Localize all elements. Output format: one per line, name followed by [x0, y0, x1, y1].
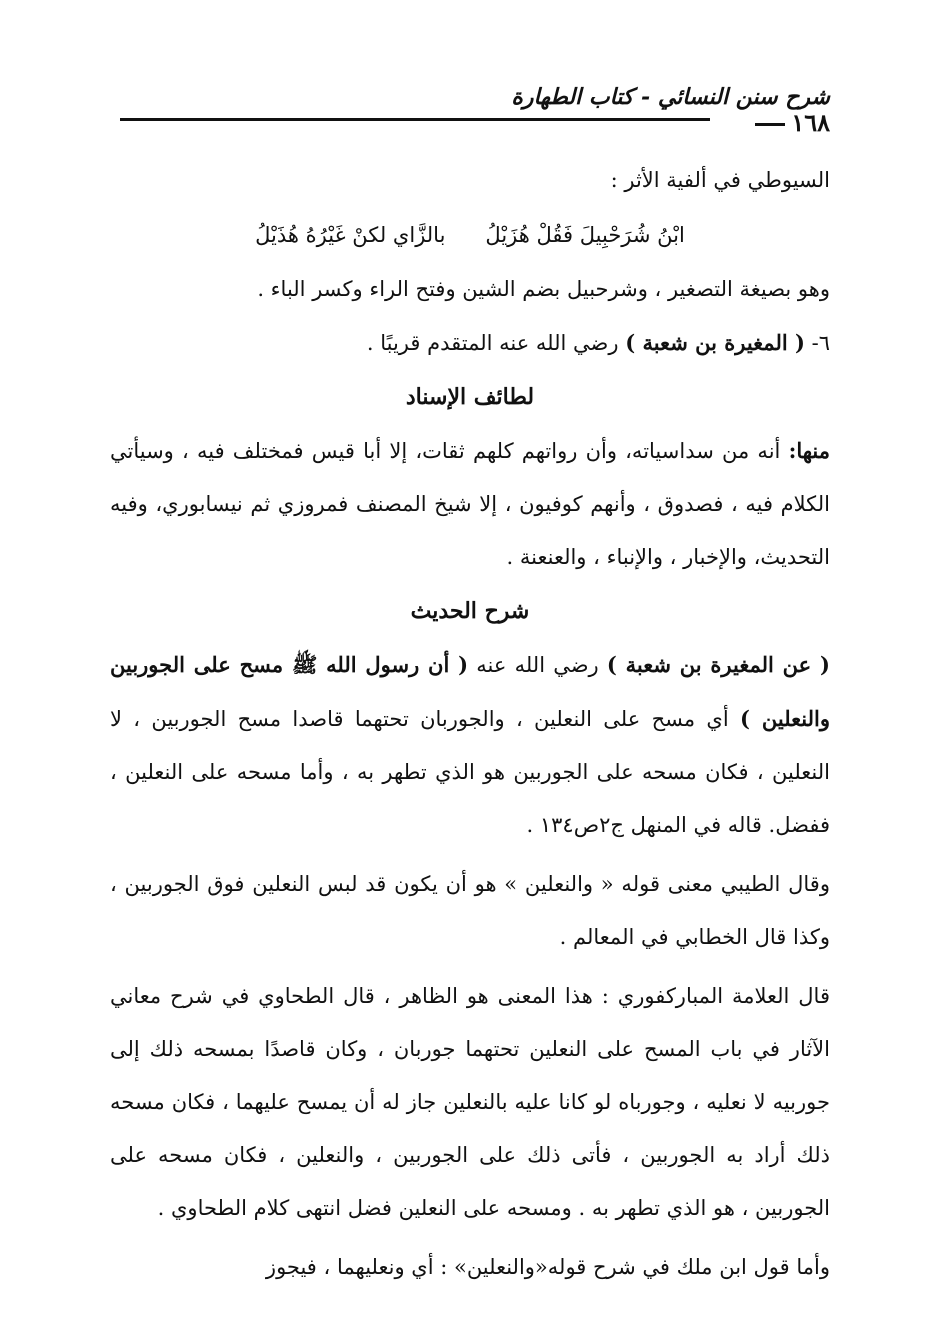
item-number: ٦- [811, 331, 830, 355]
section-heading-lataif: لطائف الإسناد [405, 384, 535, 410]
narrator-name: ( المغيرة بن شعبة ) [625, 330, 805, 355]
running-title: شرح سنن النسائي - كتاب الطهارة [511, 84, 830, 110]
mubarakfuri-paragraph: قال العلامة المباركفوري : هذا المعنى هو الظاهر ، قال الطحاوي في شرح معاني الآثار في باب المسح على النعلين تحتهما جوربان ، وكان قاصدًا بمسحه ذلك إلى جوربيه لا نعليه ، وجورباه لو كانا عليه بالنعلين جاز له أن يمسح عليهما ، فكان مسحه ذلك أراد به الجوربين ، فأتى ذلك على الجوربين ، والنعلين ، فكان مسحه على الجوربين ، هو الذي تطهر به . ومسحه على النعلين فضل انتهى كلام الطحاوي . [110, 984, 830, 1220]
narrator-item-6 [110, 316, 830, 370]
verse-second-hemistich: بالزَّاي لكنْ غَيْرُهُ هُذَيْلُ [255, 223, 446, 247]
tibi-paragraph: وقال الطيبي معنى قوله « والنعلين » هو أن يكون قد لبس النعلين فوق الجوربين ، وكذا قال الخطابي في المعالم . [110, 872, 830, 949]
book-page [110, 70, 830, 1290]
verse-first-hemistich: ابْنُ شُرَحْبِيلَ فَقُلْ هُزَيْلُ [485, 223, 685, 247]
page-body [110, 154, 830, 1294]
hadith-honorific: رضي الله عنه [476, 653, 599, 677]
header-rule [120, 118, 710, 121]
section-heading-sharh: شرح الحديث [410, 598, 530, 624]
lataif-text: أنه من سداسياته، وأن رواتهم كلهم ثقات، إلا أبا قيس فمختلف فيه ، وسيأتي الكلام فيه ، فصدوق ، وأنهم كوفيون ، إلا شيخ المصنف فمروزي ثم نيسابوري، وفيه التحديث، والإخبار ، والإنباء ، والعنعنة . [110, 439, 830, 569]
intro-line: السيوطي في ألفية الأثر : [610, 168, 830, 192]
note-line: وهو بصيغة التصغير ، وشرحبيل بضم الشين وفتح الراء وكسر الباء . [257, 277, 830, 301]
poetry-verse [110, 207, 830, 263]
lataif-paragraph [110, 424, 830, 584]
hadith-explanation: أي مسح على النعلين ، والجوربان تحتهما قاصدا مسح الجوربين ، لا النعلين ، فكان مسحه على الجوربين هو الذي تطهر به ، وأما مسحه على النعلين ، ففضل. قاله في المنهل ج٢ص١٣٤ . [110, 707, 830, 837]
sharh-paragraph [110, 638, 830, 852]
hadith-matn: ( أن رسول الله ﷺ مسح على الجوربين والنعلين ) [110, 652, 830, 731]
ibn-malik-paragraph: وأما قول ابن ملك في شرح قوله«والنعلين» : أي ونعليهما ، فيجوز [265, 1255, 830, 1279]
lataif-lead: منها: [788, 438, 830, 463]
narrator-note: رضي الله عنه المتقدم قريبًا . [366, 331, 619, 355]
hadith-narrator: ( عن المغيرة بن شعبة ) [606, 652, 830, 677]
page-number: ١٦٨ [755, 108, 830, 137]
